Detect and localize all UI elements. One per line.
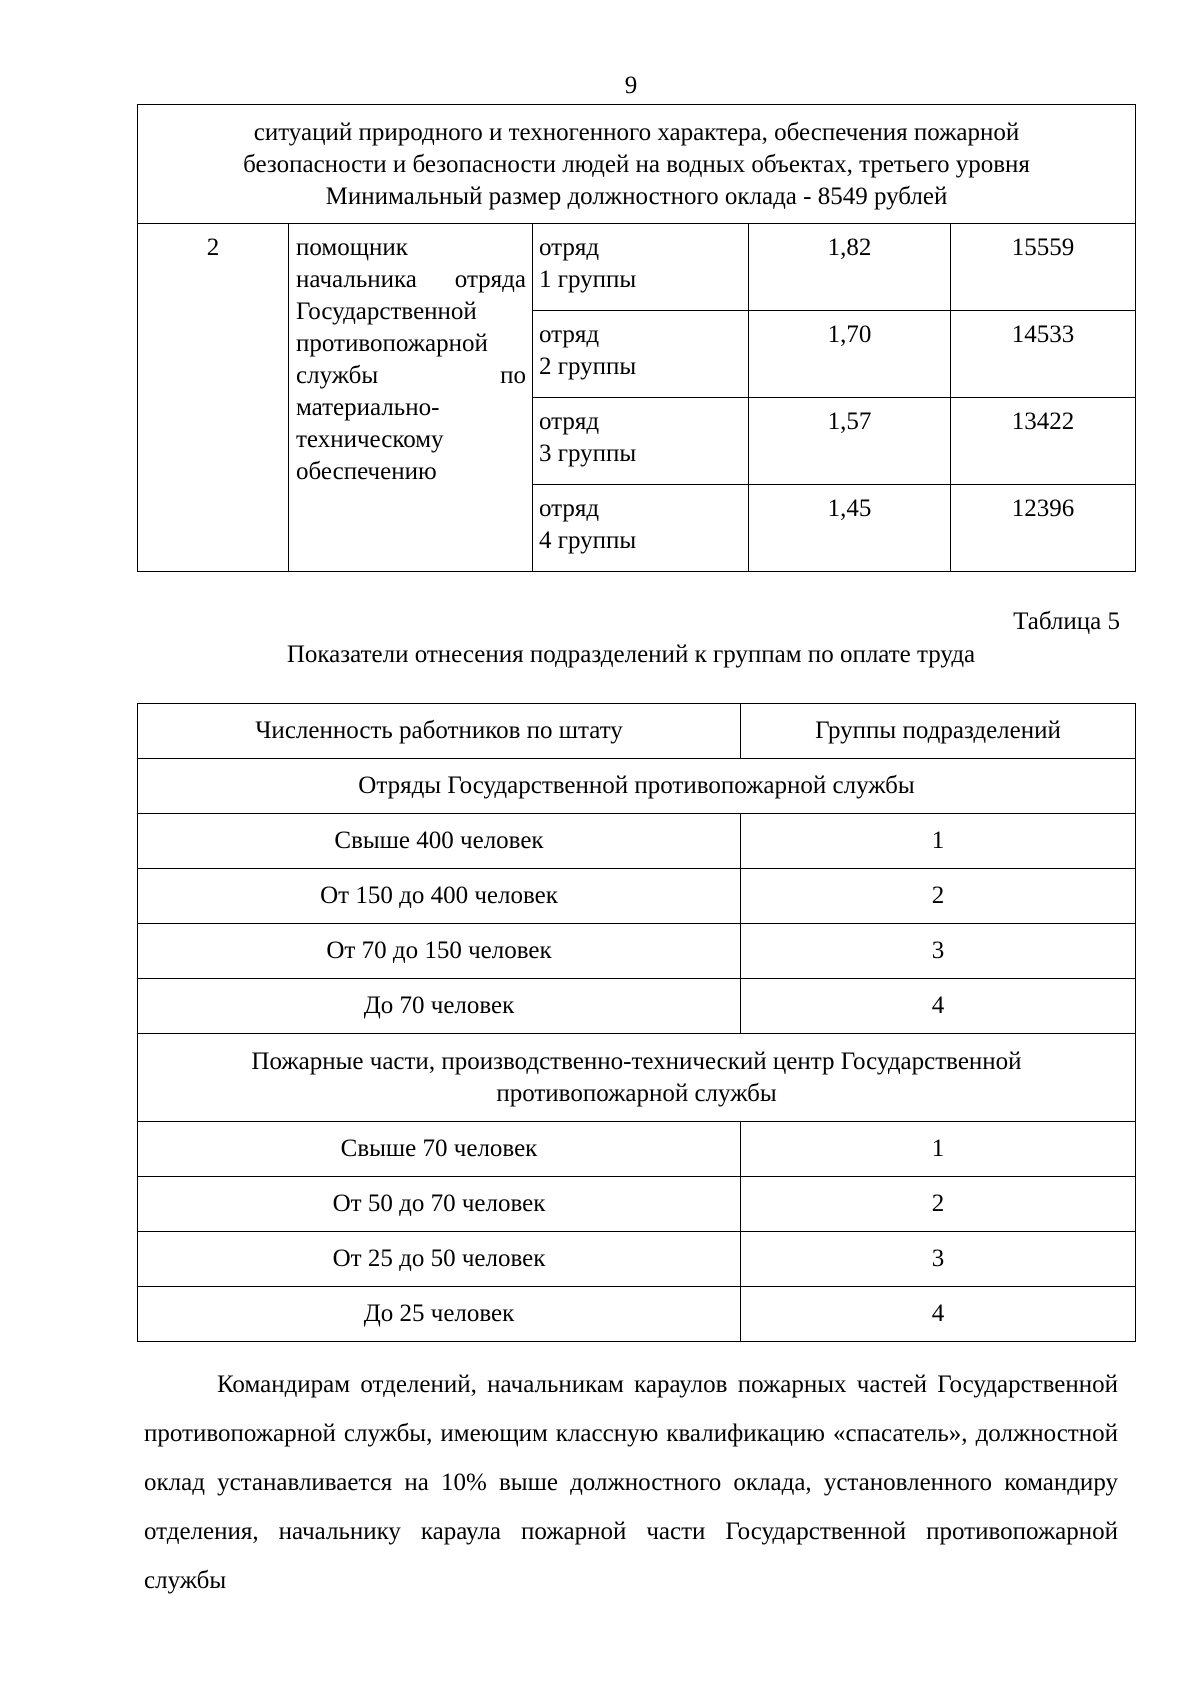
row-number: 2 bbox=[138, 224, 289, 572]
table-header-row bbox=[138, 704, 1136, 759]
heading-line: ситуаций природного и техногенного характера, обеспечения пожарной bbox=[253, 119, 1020, 146]
table-heading-cell bbox=[138, 105, 1136, 224]
staff-cell: До 70 человек bbox=[138, 979, 741, 1034]
group-cell: 4 bbox=[741, 979, 1136, 1034]
group-cell: 3 bbox=[741, 1232, 1136, 1287]
table-row bbox=[138, 224, 1136, 311]
unit-group-cell bbox=[533, 311, 749, 398]
table-row bbox=[138, 1177, 1136, 1232]
group-cell: 1 bbox=[741, 1122, 1136, 1177]
group-cell: 3 bbox=[741, 924, 1136, 979]
table-row bbox=[138, 924, 1136, 979]
unit-group-cell bbox=[533, 224, 749, 311]
group-cell: 1 bbox=[741, 814, 1136, 869]
table-row bbox=[138, 869, 1136, 924]
unit-line: 1 группы bbox=[539, 266, 637, 293]
table-row bbox=[138, 979, 1136, 1034]
group-cell: 4 bbox=[741, 1287, 1136, 1342]
staff-cell: От 70 до 150 человек bbox=[138, 924, 741, 979]
staff-cell: До 25 человек bbox=[138, 1287, 741, 1342]
heading-line: безопасности и безопасности людей на водных объектах, третьего уровня bbox=[243, 151, 1030, 178]
group-cell: 2 bbox=[741, 869, 1136, 924]
group-criteria-table bbox=[137, 703, 1136, 1342]
unit-line: отряд bbox=[539, 495, 600, 522]
column-header: Численность работников по штату bbox=[138, 704, 741, 759]
section-heading-row bbox=[138, 1034, 1136, 1122]
table-row bbox=[138, 1122, 1136, 1177]
unit-group-cell bbox=[533, 485, 749, 572]
section-heading: Отряды Государственной противопожарной службы bbox=[138, 759, 1136, 814]
table-heading-row bbox=[138, 105, 1136, 224]
staff-cell: Свыше 70 человек bbox=[138, 1122, 741, 1177]
group-cell: 2 bbox=[741, 1177, 1136, 1232]
page-number: 9 bbox=[624, 72, 638, 99]
heading-line: Минимальный размер должностного оклада - 8549 рублей bbox=[325, 183, 948, 210]
unit-line: отряд bbox=[539, 234, 600, 261]
unit-line: отряд bbox=[539, 408, 600, 435]
column-header: Группы подразделений bbox=[741, 704, 1136, 759]
body-paragraph: Командирам отделений, начальникам караулов пожарных частей Государственной противопожарной службы, имеющим классную квалификацию «спасатель», должностной оклад устанавливается на 10% выше должностного оклада, установленного командиру отделения, начальнику караула пожарной части Государственной противопожарной службы bbox=[144, 1371, 1118, 1594]
salary-cell: 13422 bbox=[951, 398, 1136, 485]
staff-cell: От 150 до 400 человек bbox=[138, 869, 741, 924]
coefficient-cell: 1,57 bbox=[749, 398, 951, 485]
table-row bbox=[138, 1232, 1136, 1287]
staff-cell: От 25 до 50 человек bbox=[138, 1232, 741, 1287]
salary-cell: 15559 bbox=[951, 224, 1136, 311]
section-heading-line: Пожарные части, производственно-технический центр Государственной bbox=[251, 1047, 1022, 1075]
coefficient-cell: 1,45 bbox=[749, 485, 951, 572]
section-heading bbox=[138, 1034, 1136, 1122]
staff-cell: От 50 до 70 человек bbox=[138, 1177, 741, 1232]
unit-line: 4 группы bbox=[539, 527, 637, 554]
unit-line: 2 группы bbox=[539, 353, 637, 380]
salary-table-continuation bbox=[137, 104, 1136, 572]
coefficient-cell: 1,70 bbox=[749, 311, 951, 398]
unit-group-cell bbox=[533, 398, 749, 485]
salary-cell: 12396 bbox=[951, 485, 1136, 572]
coefficient-cell: 1,82 bbox=[749, 224, 951, 311]
section-heading-row bbox=[138, 759, 1136, 814]
salary-cell: 14533 bbox=[951, 311, 1136, 398]
staff-cell: Свыше 400 человек bbox=[138, 814, 741, 869]
table-label: Таблица 5 bbox=[1013, 608, 1120, 635]
unit-line: отряд bbox=[539, 321, 600, 348]
table-row bbox=[138, 1287, 1136, 1342]
position-title: помощник начальника отряда Государственной противопожарной службы по материально-техническому обеспечению bbox=[289, 224, 533, 572]
unit-line: 3 группы bbox=[539, 440, 637, 467]
section-heading-line: противопожарной службы bbox=[496, 1079, 777, 1107]
table-row bbox=[138, 814, 1136, 869]
table-title: Показатели отнесения подразделений к группам по оплате труда bbox=[286, 641, 976, 668]
